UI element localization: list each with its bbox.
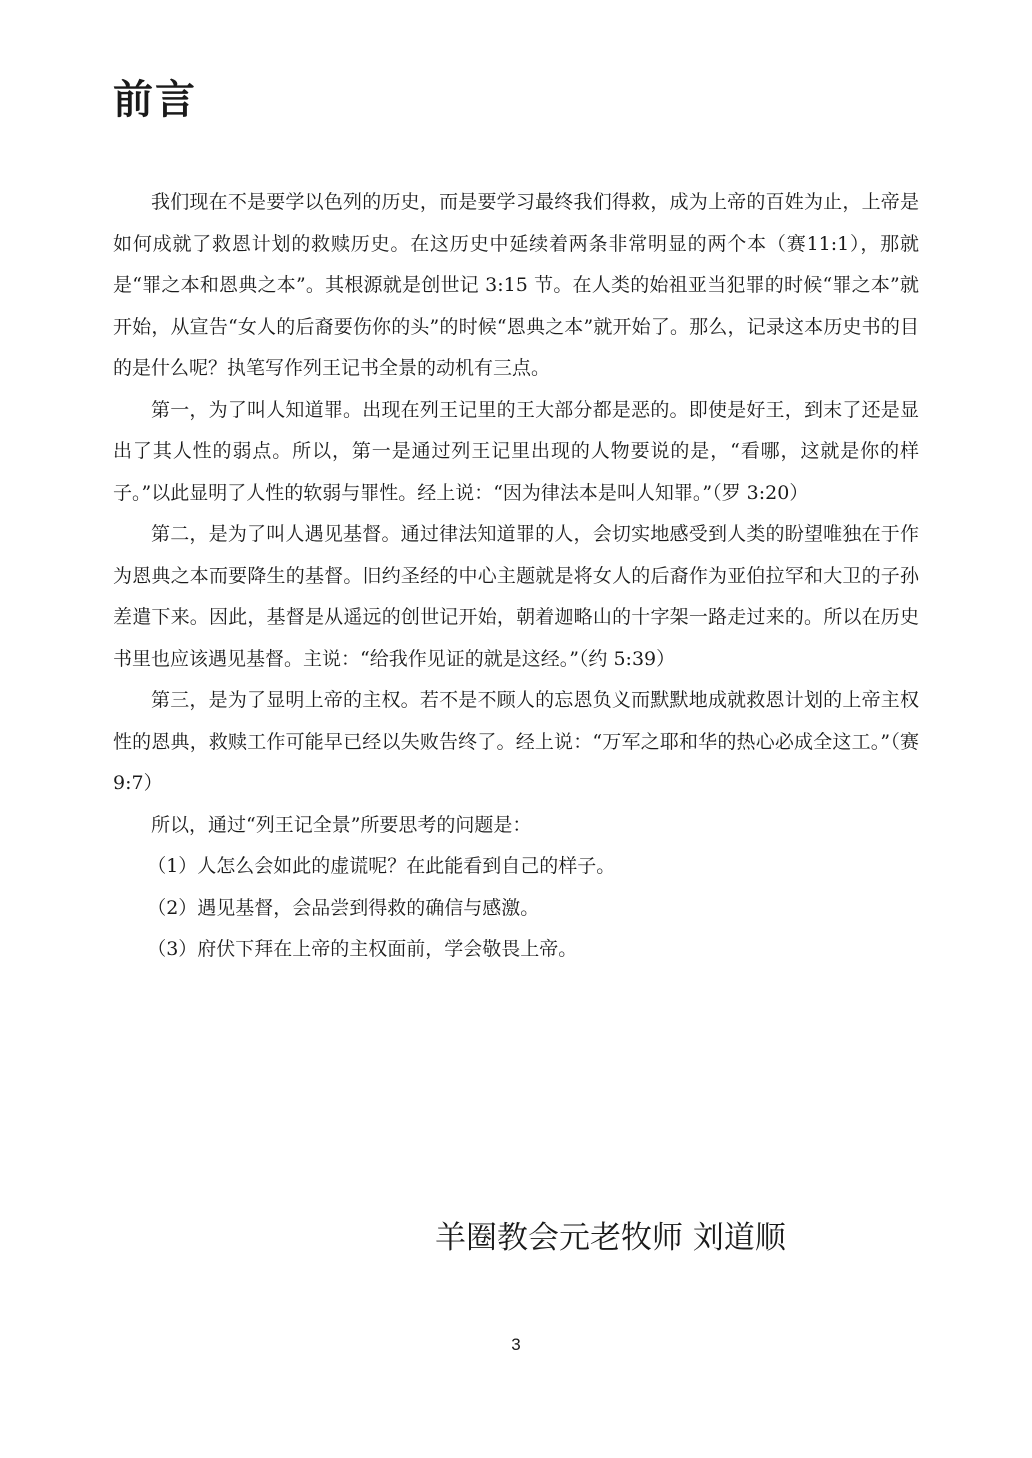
list-item: （1）人怎么会如此的虚谎呢？在此能看到自己的样子。 <box>147 855 616 877</box>
page-number: 3 <box>511 1335 521 1354</box>
paragraph-second-reason: 第二，是为了叫人遇见基督。通过律法知道罪的人，会切实地感受到人类的盼望唯独在于作为恩典之本而要降生的基督。旧约圣经的中心主题就是将女人的后裔作为亚伯拉罕和大卫的子孙差遣下来。因此，基督是从遥远的创世记开始，朝着迦略山的十字架一路走过来的。所以在历史书里也应该遇见基督。主说：“给我作见证的就是这经。”（约 5:39） <box>113 523 919 670</box>
page-title: 前言 <box>113 77 197 123</box>
paragraph-intro: 我们现在不是要学以色列的历史，而是要学习最终我们得救，成为上帝的百姓为止，上帝是如何成就了救恩计划的救赎历史。在这历史中延续着两条非常明显的两个本（赛11:1），那就是“罪之本和恩典之本”。其根源就是创世记 3:15 节。在人类的始祖亚当犯罪的时候“罪之本”就开始，从宣告“女人的后裔要伤你的头”的时候“恩典之本”就开始了。那么，记录这本历史书的目的是什么呢？执笔写作列王记书全景的动机有三点。 <box>113 191 919 379</box>
paragraph-first-reason: 第一，为了叫人知道罪。出现在列王记里的王大部分都是恶的。即使是好王，到末了还是显出了其人性的弱点。所以，第一是通过列王记里出现的人物要说的是，“看哪，这就是你的样子。”以此显明了人性的软弱与罪性。经上说：“因为律法本是叫人知罪。”（罗 3:20） <box>113 398 919 504</box>
paragraph-third-reason: 第三，是为了显明上帝的主权。若不是不顾人的忘恩负义而默默地成就救恩计划的上帝主权性的恩典，救赎工作可能早已经以失败告终了。经上说：“万军之耶和华的热心必成全这工。”（赛 9:7） <box>113 689 919 794</box>
paragraph-questions-lead: 所以，通过“列王记全景”所要思考的问题是： <box>151 813 532 836</box>
author-signature: 羊圈教会元老牧师 刘道顺 <box>435 1220 786 1256</box>
list-item: （3）府伏下拜在上帝的主权面前，学会敬畏上帝。 <box>147 938 578 960</box>
list-item: （2）遇见基督，会品尝到得救的确信与感激。 <box>147 896 540 919</box>
body-text <box>113 182 919 971</box>
